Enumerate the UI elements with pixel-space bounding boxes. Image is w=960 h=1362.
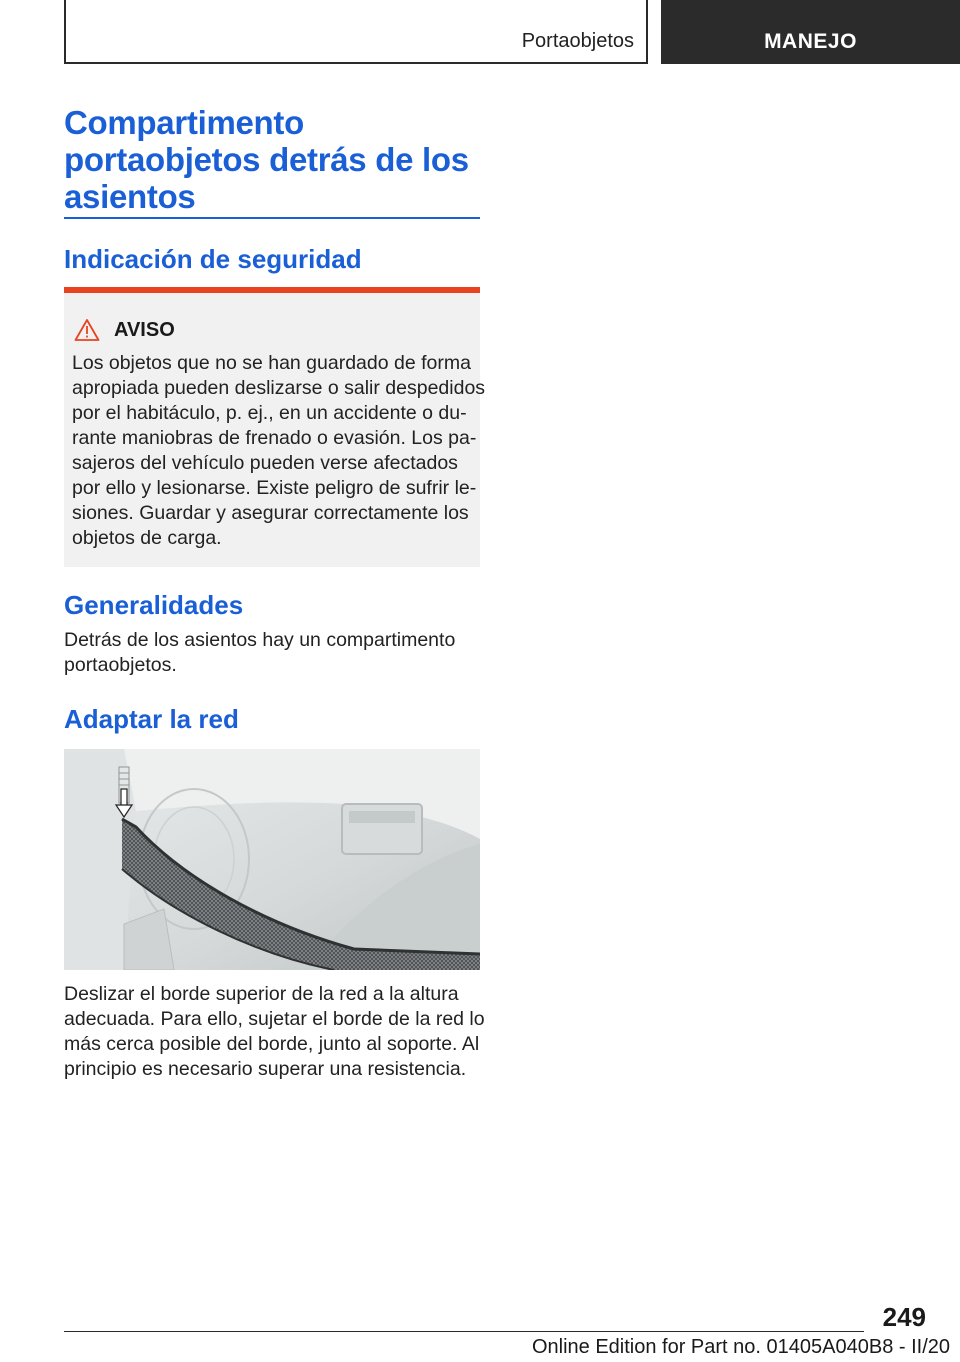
general-line: portaobjetos. [64,654,177,676]
general-heading: Generalidades [64,590,244,620]
warning-title [74,317,175,343]
page-title [64,104,480,215]
warning-line: apropiada pueden deslizarse o salir despedidos [72,377,486,399]
header-chapter-box [661,0,960,64]
adapt-net-heading: Adaptar la red [64,704,239,734]
safety-heading: Indicación de seguridad [64,244,362,274]
adapt-line: Deslizar el borde superior de la red a la altura [64,983,459,1005]
general-line: Detrás de los asientos hay un compartimento [64,629,456,651]
header-chapter-title: MANEJO [764,30,857,53]
warning-line: siones. Guardar y asegurar correctamente los [72,502,469,524]
page-title-line: asientos [64,178,196,215]
header-section-box [64,0,648,64]
luggage-net-illustration [64,749,480,970]
page-title-line: portaobjetos detrás de los [64,141,469,178]
general-paragraph [64,628,480,678]
warning-box [64,287,486,567]
warning-line: rante maniobras de frenado o evasión. Los pa‐ [72,427,477,449]
warning-line: sajeros del vehículo pueden verse afectados [72,452,458,474]
adapt-line: principio es necesario superar una resistencia. [64,1058,467,1080]
warning-line: objetos de carga. [72,527,222,549]
warning-line: por el habitáculo, p. ej., en un accidente o du‐ [72,402,467,424]
page-number: 249 [882,1302,926,1332]
adapt-net-paragraph [64,982,485,1082]
adapt-line: más cerca posible del borde, junto al soporte. Al [64,1033,480,1055]
footer-edition: Online Edition for Part no. 01405A040B8 - II/20 [531,1336,950,1358]
warning-text [72,351,486,551]
adapt-line: adecuada. Para ello, sujetar el borde de la red lo [64,1008,485,1030]
warning-label: AVISO [114,318,175,341]
warning-line: Los objetos que no se han guardado de forma [72,352,471,374]
page-title-line: Compartimento [64,104,304,141]
title-divider [64,217,480,219]
footer-divider [64,1331,864,1332]
header-section-title: Portaobjetos [521,30,634,52]
warning-line: por ello y lesionarse. Existe peligro de sufrir le‐ [72,477,477,499]
warning-triangle-icon [74,318,100,342]
